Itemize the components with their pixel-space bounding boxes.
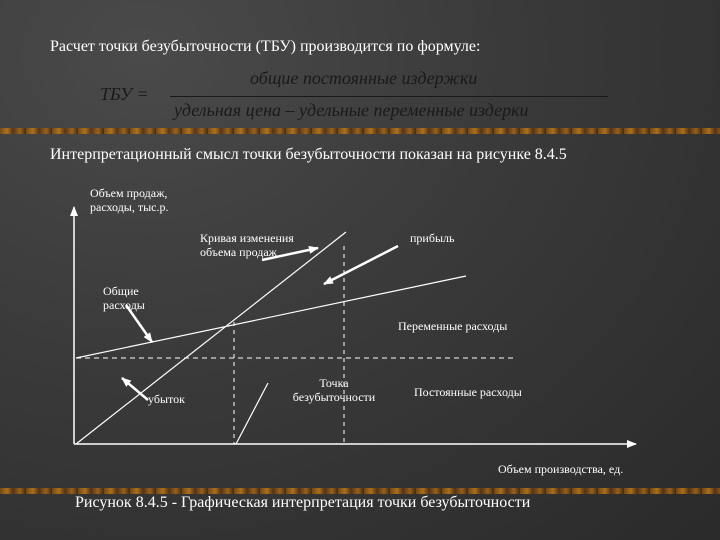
formula-lhs: ТБУ =	[100, 84, 149, 104]
y-axis-label: Объем продаж, расходы, тыс.р.	[90, 186, 169, 214]
variable-costs-label: Переменные расходы	[398, 319, 508, 333]
fixed-costs-label: Постоянные расходы	[414, 385, 522, 399]
slide-title: Расчет точки безубыточности (ТБУ) производится по формуле:	[50, 38, 481, 55]
loss-label: убыток	[148, 392, 185, 406]
sales-curve-line	[76, 232, 346, 444]
variable-costs-line	[236, 383, 268, 444]
profit-label: прибыль	[410, 231, 455, 245]
breakeven-point-label: Точка безубыточности	[292, 376, 376, 404]
formula-denominator: удельная цена – удельные переменные издерки	[174, 100, 529, 120]
slide-subtitle: Интерпретационный смысл точки безубыточности показан на рисунке 8.4.5	[50, 146, 567, 163]
formula-numerator: общие постоянные издержки	[250, 68, 478, 88]
loss-label-arrow	[122, 378, 148, 400]
sales-curve-label: Кривая изменения объема продаж	[200, 231, 294, 259]
figure-caption: Рисунок 8.4.5 - Графическая интерпретация точки безубыточности	[75, 494, 531, 511]
x-axis-label: Объем производства, ед.	[498, 462, 624, 476]
profit-label-arrow	[324, 246, 398, 284]
total-costs-label: Общие расходы	[103, 284, 145, 312]
